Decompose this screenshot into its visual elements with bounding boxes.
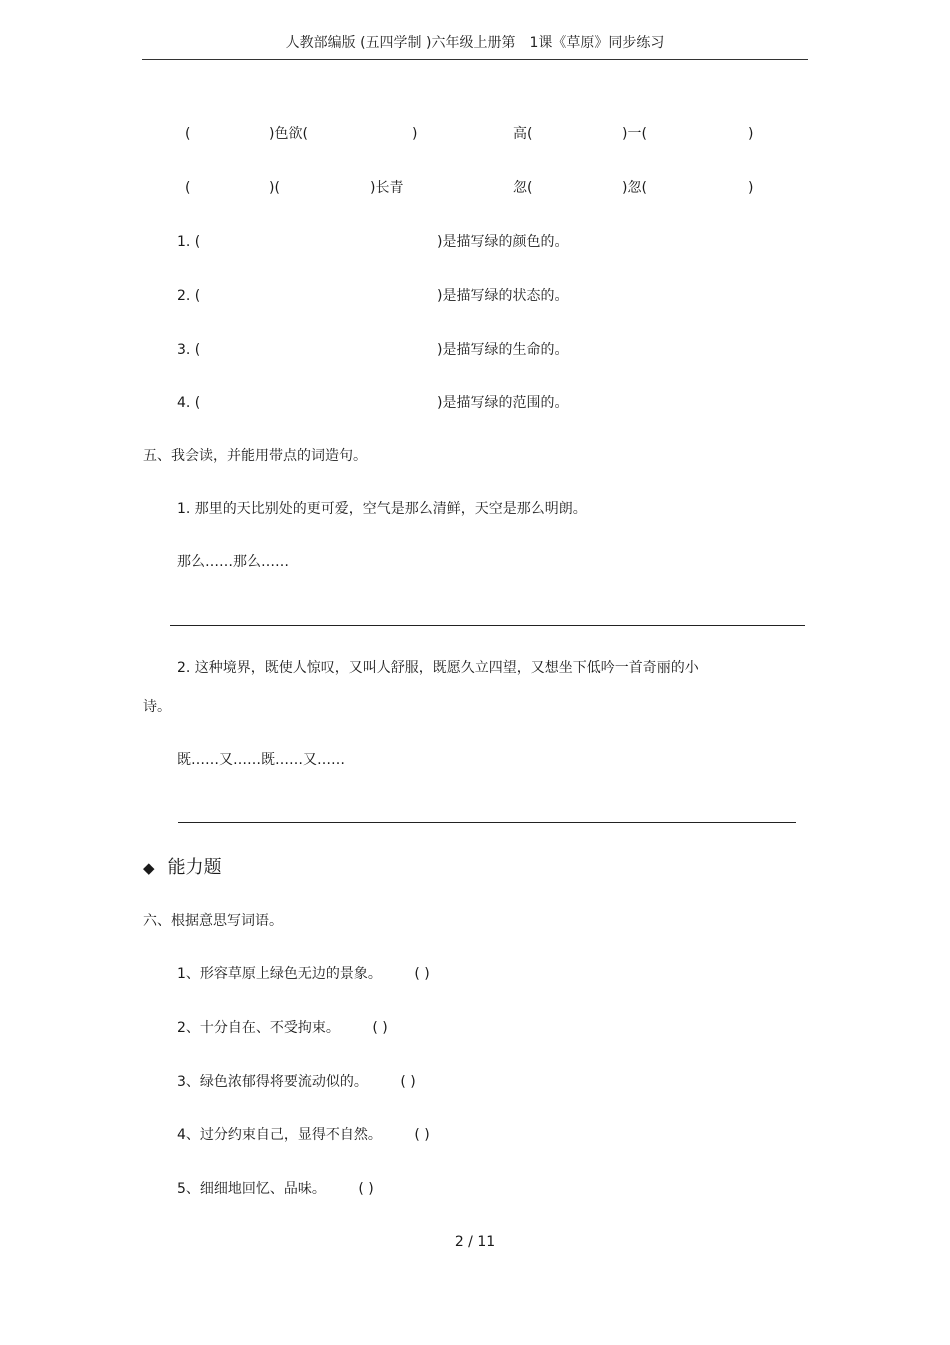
idiom-3-open: ( bbox=[185, 180, 191, 196]
section-5-title: 五、我会读，并能用带点的词造句。 bbox=[143, 448, 367, 464]
section-6-item-1-text: 1、形容草原上绿色无边的景象。 bbox=[177, 966, 382, 982]
idiom-1-close: ) bbox=[412, 126, 418, 142]
classify-2-text: )是描写绿的状态的。 bbox=[437, 288, 569, 304]
section-6-item-3-text: 3、绿色浓郁得将要流动似的。 bbox=[177, 1074, 368, 1090]
idiom-2-mid: )一( bbox=[622, 126, 647, 142]
answer-line-2[interactable] bbox=[178, 822, 796, 823]
classify-3-text: )是描写绿的生命的。 bbox=[437, 342, 569, 358]
idiom-4-mid: )忽( bbox=[622, 180, 647, 196]
section-6-item-1 bbox=[177, 965, 430, 983]
ability-heading bbox=[143, 857, 222, 879]
section-6-item-1-blank[interactable]: ( ) bbox=[414, 966, 430, 982]
section-5-q1-pattern: 那么……那么…… bbox=[177, 554, 289, 570]
section-6-item-2 bbox=[177, 1019, 388, 1037]
section-6-item-5-blank[interactable]: ( ) bbox=[358, 1181, 374, 1197]
idiom-3-mid: )( bbox=[269, 180, 280, 196]
idiom-4-close: ) bbox=[748, 180, 754, 196]
classify-4-text: )是描写绿的范围的。 bbox=[437, 395, 569, 411]
answer-line-1[interactable] bbox=[170, 625, 805, 626]
section-6-item-3 bbox=[177, 1073, 416, 1091]
section-6-item-4-text: 4、过分约束自己，显得不自然。 bbox=[177, 1127, 382, 1143]
classify-1-num: 1. ( bbox=[177, 234, 201, 250]
classify-3-num: 3. ( bbox=[177, 342, 201, 358]
section-6-item-5 bbox=[177, 1180, 374, 1198]
page-header: 人教部编版 (五四学制 )六年级上册第 1课《草原》同步练习 bbox=[285, 35, 665, 51]
section-5-q2-line1: 2. 这种境界，既使人惊叹，又叫人舒服，既愿久立四望，又想坐下低吟一首奇丽的小 bbox=[177, 660, 699, 676]
idiom-2-close: ) bbox=[748, 126, 754, 142]
idiom-1-open: ( bbox=[185, 126, 191, 142]
section-5-q2-pattern: 既……又……既……又…… bbox=[177, 752, 345, 768]
classify-2-num: 2. ( bbox=[177, 288, 201, 304]
section-5-q1-text: 1. 那里的天比别处的更可爱，空气是那么清鲜，天空是那么明朗。 bbox=[177, 501, 587, 517]
idiom-1-mid: )色欲( bbox=[269, 126, 308, 142]
header-rule bbox=[142, 59, 808, 60]
section-5-q2-line2: 诗。 bbox=[143, 699, 171, 715]
section-6-item-2-blank[interactable]: ( ) bbox=[372, 1020, 388, 1036]
page-number: 2 / 11 bbox=[454, 1234, 496, 1250]
classify-4-num: 4. ( bbox=[177, 395, 201, 411]
section-6-item-4-blank[interactable]: ( ) bbox=[414, 1127, 430, 1143]
section-6-item-3-blank[interactable]: ( ) bbox=[400, 1074, 416, 1090]
section-6-item-5-text: 5、细细地回忆、品味。 bbox=[177, 1181, 326, 1197]
section-6-item-2-text: 2、十分自在、不受拘束。 bbox=[177, 1020, 340, 1036]
idiom-2-pre: 高( bbox=[513, 126, 533, 142]
diamond-bullet-icon: ◆ bbox=[143, 859, 155, 877]
classify-1-text: )是描写绿的颜色的。 bbox=[437, 234, 569, 250]
ability-title: 能力题 bbox=[167, 857, 222, 878]
section-6-title: 六、根据意思写词语。 bbox=[143, 913, 283, 929]
section-6-item-4 bbox=[177, 1126, 430, 1144]
idiom-3-tail: )长青 bbox=[370, 180, 404, 196]
idiom-4-pre: 忽( bbox=[513, 180, 533, 196]
